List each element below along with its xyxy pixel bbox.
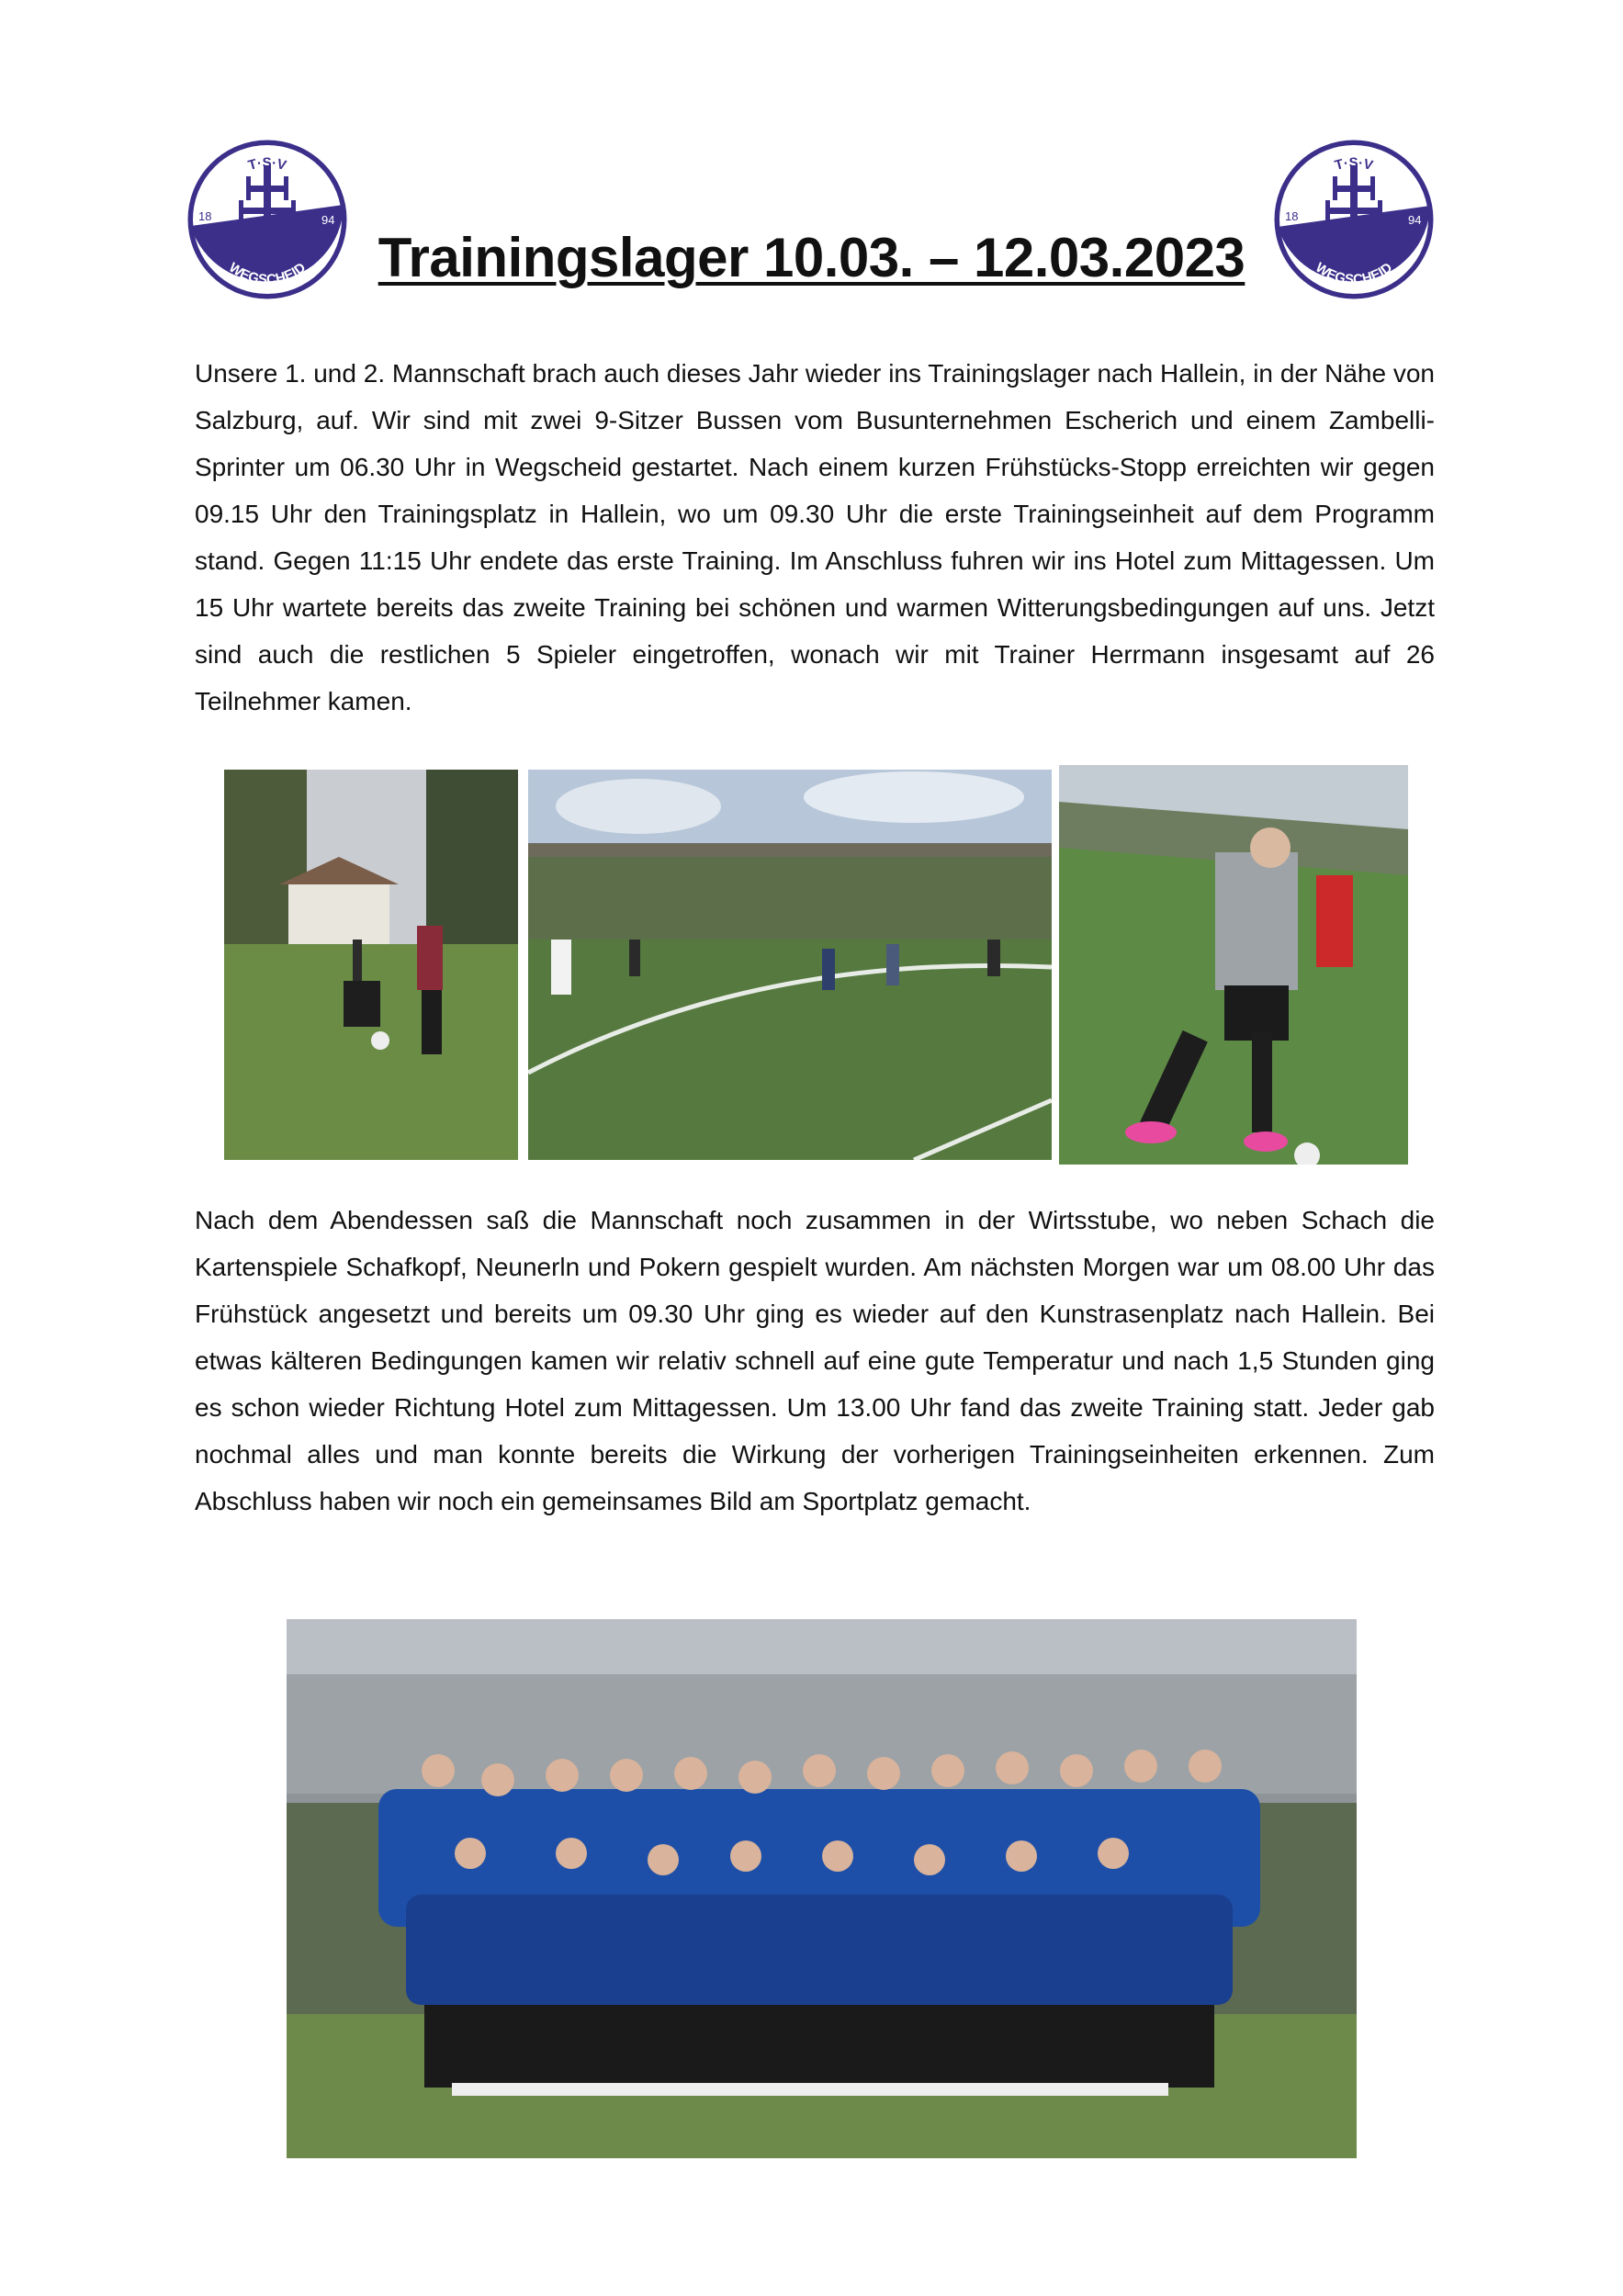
svg-text:T·S·V: T·S·V — [1333, 154, 1375, 174]
svg-text:94: 94 — [321, 213, 335, 227]
page-title: Trainingslager 10.03. – 12.03.2023 — [378, 227, 1245, 289]
paragraph-1: Unsere 1. und 2. Mannschaft brach auch dieses Jahr wieder ins Trainingslager nach Hallein, in der Nähe von Salzburg, auf. Wir sind mit zwei 9-Sitzer Bussen vom Busunternehmen Escherich und einem Zambelli-Sprinter um 06.30 Uhr in Wegscheid gestartet. Nach einem kurzen Frühstücks-Stopp erreichten wir gegen 09.15 Uhr den Trainingsplatz in Hallein, wo um 09.30 Uhr die erste Trainingseinheit auf dem Programm stand. Gegen 11:15 Uhr endete das erste Training. Im Anschluss fuhren wir ins Hotel zum Mittagessen. Um 15 Uhr wartete bereits das zweite Training bei schönen und warmen Witterungsbedingungen auf uns. Jetzt sind auch die restlichen 5 Spieler eingetroffen, wonach wir mit Trainer Herrmann insgesamt auf 26 Teilnehmer kamen. — [195, 359, 1435, 715]
svg-text:T·S·V: T·S·V — [246, 154, 288, 174]
team-photo — [287, 1619, 1357, 2158]
svg-text:18: 18 — [198, 209, 212, 223]
training-photo-player — [1059, 765, 1408, 1165]
svg-text:WEGSCHEID: WEGSCHEID — [1312, 259, 1396, 288]
club-logo-right — [1274, 140, 1434, 299]
training-photo-pitch — [528, 770, 1052, 1160]
svg-text:18: 18 — [1285, 209, 1299, 223]
svg-text:WEGSCHEID: WEGSCHEID — [225, 259, 310, 288]
paragraph-2: Nach dem Abendessen saß die Mannschaft noch zusammen in der Wirtsstube, wo neben Schach die Kartenspiele Schafkopf, Neunerln und Pokern gespielt wurden. Am nächsten Morgen war um 08.00 Uhr das Frühstück angesetzt und bereits um 09.30 Uhr ging es wieder auf den Kunstrasenplatz nach Hallein. Bei etwas kälteren Bedingungen kamen wir relativ schnell auf eine gute Temperatur und nach 1,5 Stunden ging es schon wieder Richtung Hotel zum Mittagessen. Um 13.00 Uhr fand das zweite Training statt. Jeder gab nochmal alles und man konnte bereits die Wirkung der vorherigen Trainingseinheiten erkennen. Zum Abschluss haben wir noch ein gemeinsames Bild am Sportplatz gemacht. — [195, 1206, 1435, 1515]
svg-text:94: 94 — [1408, 213, 1422, 227]
training-photo-goalkeeper — [224, 770, 518, 1160]
